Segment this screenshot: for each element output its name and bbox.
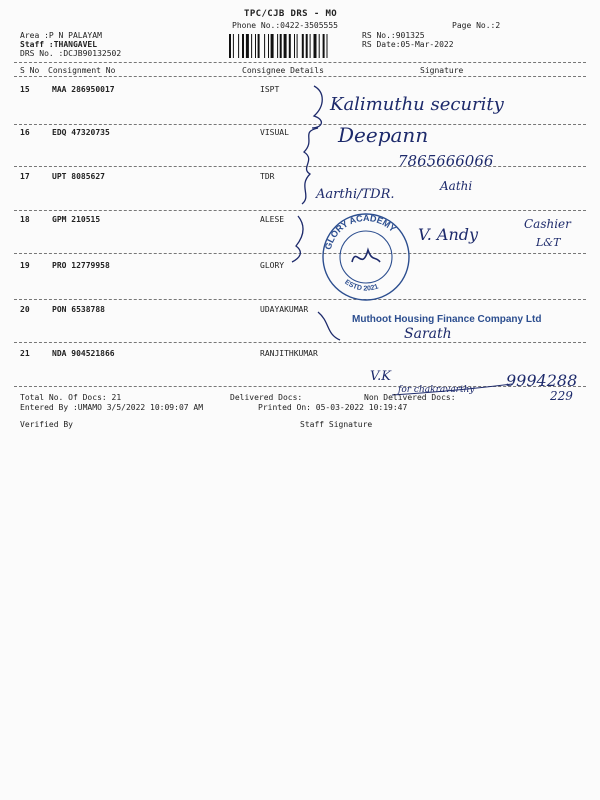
row-consignment: GPM 210515 xyxy=(52,215,101,224)
column-header-signature: Signature xyxy=(420,66,464,75)
row-sno: 17 xyxy=(20,172,30,181)
handwritten-signature: V.K xyxy=(370,369,391,384)
row-sno: 21 xyxy=(20,349,30,358)
row-consignee: UDAYAKUMAR xyxy=(260,305,309,314)
drs-number: DRS No. :DCJB90132502 xyxy=(20,49,122,58)
row-consignment: PON 6538788 xyxy=(52,305,105,314)
row-consignment: NDA 904521866 xyxy=(52,349,115,358)
row-consignment: MAA 286950017 xyxy=(52,85,115,94)
row-consignee: RANJITHKUMAR xyxy=(260,349,318,358)
row-consignee: GLORY xyxy=(260,261,285,270)
stamp-signature-scribble xyxy=(352,250,380,262)
bracket-mark xyxy=(312,86,322,128)
company-stamp: Muthoot Housing Finance Company Ltd xyxy=(352,314,542,325)
handwritten-signature: Sarath xyxy=(404,326,452,342)
row-consignment: PRO 12779958 xyxy=(52,261,110,270)
handwritten-signature: Deepann xyxy=(338,123,429,147)
delivered-docs: Delivered Docs: xyxy=(230,393,303,402)
entered-by: Entered By :UMAMO 3/5/2022 10:09:07 AM xyxy=(20,403,204,412)
handwritten-role: Cashier xyxy=(524,217,571,231)
row-consignee: ALESE xyxy=(260,215,285,224)
row-consignee: VISUAL xyxy=(260,128,289,137)
rs-number: RS No.:901325 xyxy=(362,31,425,40)
row-consignee: TDR xyxy=(260,172,275,181)
handwritten-signature: V. Andy xyxy=(418,225,479,244)
area-label: Area :P N PALAYAM xyxy=(20,31,102,40)
row-sno: 15 xyxy=(20,85,30,94)
phone-number: Phone No.:0422-3505555 xyxy=(232,21,338,30)
page-number: Page No.:2 xyxy=(452,21,501,30)
non-delivered-docs: Non Delivered Docs: xyxy=(364,393,456,402)
row-consignee: ISPT xyxy=(260,85,280,94)
staff-signature: Staff Signature xyxy=(300,420,373,429)
row-sno: 18 xyxy=(20,215,30,224)
handwritten-note: Aathi xyxy=(440,179,473,193)
handwritten-note: 229 xyxy=(550,389,573,403)
column-header-consignment: Consignment No xyxy=(48,66,116,75)
handwritten-signature: Kalimuthu security xyxy=(330,94,504,115)
bracket-mark xyxy=(292,216,303,262)
document-title: TPC/CJB DRS - MO xyxy=(244,9,338,19)
verified-by: Verified By xyxy=(20,420,73,429)
handwritten-phone: 7865666066 xyxy=(398,152,494,170)
row-sno: 16 xyxy=(20,128,30,137)
row-consignment: UPT 8085627 xyxy=(52,172,105,181)
handwritten-signature: Aarthi/TDR. xyxy=(316,187,395,202)
stamp-text-top: GLORY ACADEMY xyxy=(322,212,398,251)
row-consignment: EDQ 47320735 xyxy=(52,128,110,137)
total-docs: Total No. Of Docs: 21 xyxy=(20,393,122,402)
handwritten-role: L&T xyxy=(536,236,561,249)
handwritten-phone: 9994288 xyxy=(506,371,578,390)
row-sno: 19 xyxy=(20,261,30,270)
row-sno: 20 xyxy=(20,305,30,314)
bracket-mark xyxy=(318,312,340,340)
printed-on: Printed On: 05-03-2022 10:19:47 xyxy=(258,403,408,412)
round-stamp xyxy=(323,213,409,300)
column-header-consignee: Consignee Details xyxy=(242,66,324,75)
column-header-sno: S No xyxy=(20,66,40,75)
rs-date: RS Date:05-Mar-2022 xyxy=(362,40,454,49)
handwritten-note: for chakravarthy xyxy=(398,385,475,395)
staff-label: Staff :THANGAVEL xyxy=(20,40,98,49)
stamp-text-bottom: ESTD 2021 xyxy=(343,278,380,293)
